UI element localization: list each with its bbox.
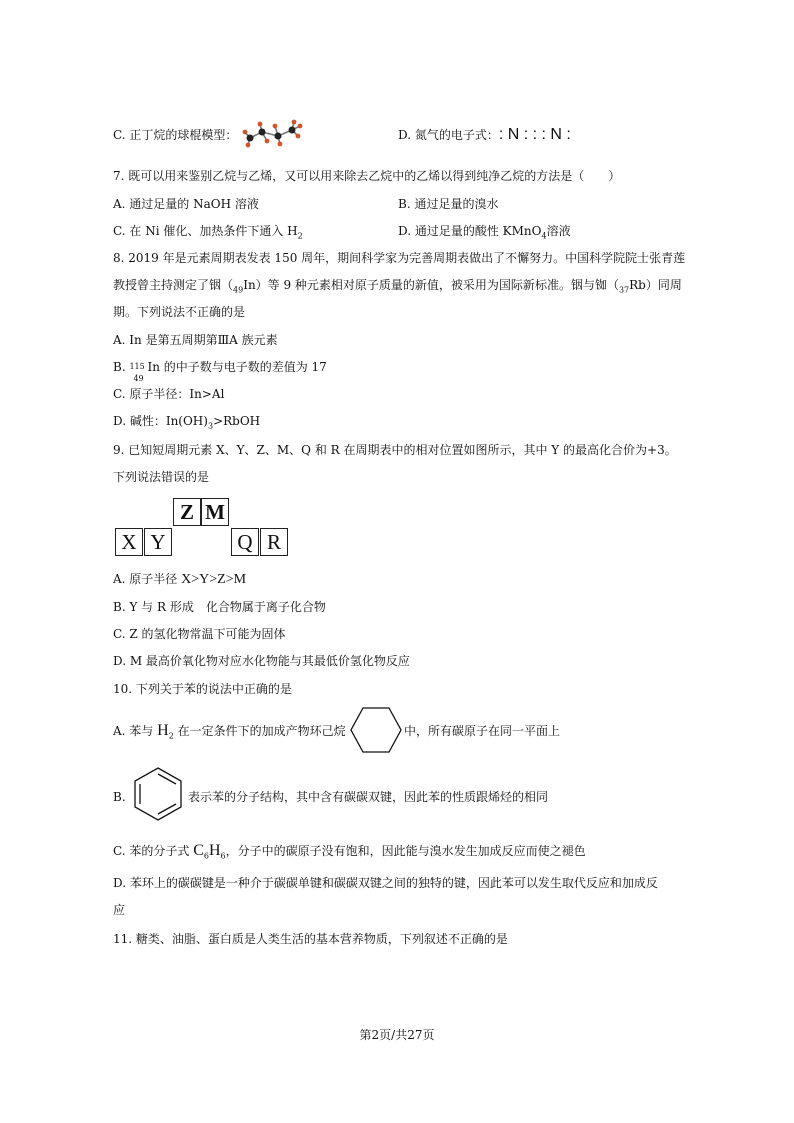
q8-option-d-subscript: 3	[207, 421, 214, 431]
cell-q: Q	[231, 528, 259, 556]
q10-option-c-hydrogen: H	[208, 842, 221, 859]
q8-line2-part3: Rb）同周	[629, 278, 682, 292]
q7-stem: 7. 既可以用来鉴别乙烷与乙烯，又可以用来除去乙烷中的乙烯以得到纯净乙烷的方法是（ ）	[113, 169, 621, 183]
q10-option-a-h: H	[157, 722, 169, 739]
q6-option-c	[113, 127, 237, 143]
q8-option-c: C. 原子半径：In>Al	[113, 387, 225, 401]
q8-option-d	[113, 413, 260, 429]
q8-line2-sub1: 49	[233, 285, 244, 295]
q9-option-a-prefix: A. 原子半径	[113, 572, 182, 586]
q9-option-d: D. M 最高价氧化物对应水化物能与其最低价氢化物反应	[113, 654, 410, 668]
q10-option-c-hydrogen-sub: 6	[220, 851, 226, 861]
q8-option-d-text: D. 碱性：In(OH)	[113, 414, 208, 428]
q10-option-c-carbon: C	[193, 842, 204, 859]
q9-stem-line2: 下列说法错误的是	[113, 470, 210, 484]
q6-option-d-text: D. 氮气的电子式：	[398, 128, 499, 142]
q8-option-b-text: In 的中子数与电子数的差值为 17	[147, 360, 327, 374]
q9-option-c: C. Z 的氢化物常温下可能为固体	[113, 627, 286, 641]
q7-option-d-subscript: 4	[541, 231, 547, 241]
q9-option-a-formula: X>Y>Z>M	[181, 572, 247, 587]
q10-option-a-suffix: 中，所有碳原子在同一平面上	[404, 724, 561, 738]
cell-m: M	[201, 498, 229, 526]
q7-option-a	[113, 196, 259, 212]
cell-z: Z	[173, 498, 201, 526]
q10-stem: 10. 下列关于苯的说法中正确的是	[113, 682, 292, 696]
q9-option-a	[113, 571, 246, 588]
q10-option-a-mid: 在一定条件下的加成产物环己烷	[173, 724, 346, 738]
q7-option-d	[398, 223, 571, 239]
q10-option-d-line1: D. 苯环上的碳碳键是一种介于碳碳单键和碳碳双键之间的独特的键，因此苯可以发生取代反应和加成反	[113, 876, 658, 890]
q10-option-a-prefix: A. 苯与	[113, 724, 158, 738]
cell-x: X	[115, 528, 143, 556]
q10-option-c	[113, 843, 586, 859]
nitrogen-electron-formula: : N : : : N :	[498, 126, 571, 143]
q7-option-a-suffix: 溶液	[231, 197, 259, 211]
q8-stem-line2	[113, 277, 682, 293]
q8-stem-line1: 8. 2019 年是元素周期表发表 150 周年，期间科学家为完善周期表做出了不懈努力。中国科学院院士张青莲	[113, 251, 686, 265]
q9-option-b: B. Y 与 R 形成 化合物属于离子化合物	[113, 600, 326, 614]
q8-option-a: A. In 是第五周期第ⅢA 族元素	[113, 333, 278, 347]
q10-option-c-carbon-sub: 6	[203, 851, 209, 861]
q10-option-d-line2: 应	[113, 903, 126, 917]
q10-option-a	[113, 723, 346, 739]
q6-option-d	[398, 127, 571, 143]
q8-option-b-prefix: B.	[113, 360, 130, 374]
q10-option-c-text: ，分子中的碳原子没有饱和，因此能与溴水发生加成反应而使之褪色	[225, 844, 586, 858]
butane-ball-stick-model	[242, 118, 304, 150]
q10-option-c-prefix: C. 苯的分子式	[113, 844, 194, 858]
page-number: 第2页/共27页	[359, 1028, 435, 1042]
q7-option-a-reagent: NaOH	[193, 197, 232, 211]
q8-line2-part2: In）等 9 种元素相对原子质量的新值，被采用为国际新标准。铟与铷（	[243, 278, 619, 292]
q8-line2-sub2: 37	[618, 285, 630, 295]
q6-option-c-text: C. 正丁烷的球棍模型：	[113, 128, 238, 142]
benzene-kekule-structure	[130, 766, 186, 822]
q8-stem-line3: 期。下列说法不正确的是	[113, 305, 246, 319]
q7-option-d-text: D. 通过足量的酸性 KMnO	[398, 224, 542, 238]
q7-option-c-subscript: 2	[297, 231, 303, 241]
q10-option-b-text: 表示苯的分子结构，其中含有碳碳双键，因此苯的性质跟烯烃的相同	[188, 790, 549, 804]
cell-r: R	[260, 528, 288, 556]
cyclohexane-structure	[349, 706, 403, 754]
cell-y: Y	[144, 528, 172, 556]
q8-line2-part1: 教授曾主持测定了铟（	[113, 278, 234, 292]
q10-option-a-h-sub: 2	[168, 731, 174, 741]
q8-option-b: B. 115 49 In 的中子数与电子数的差值为 17	[113, 360, 327, 383]
q9-stem-line1: 9. 已知短周期元素 X、Y、Z、M、Q 和 R 在周期表中的相对位置如图所示，其中 Y 的最高化合价为+3。	[113, 443, 677, 457]
periodic-table-fragment	[115, 498, 295, 558]
q7-option-d-suffix: 溶液	[546, 224, 571, 238]
q7-option-c-text: C. 在 Ni 催化、加热条件下通入 H	[113, 224, 298, 238]
q7-option-b: B. 通过足量的溴水	[398, 197, 499, 211]
q7-option-c	[113, 223, 303, 239]
q10-option-b-prefix: B.	[113, 790, 126, 804]
q7-option-a-prefix: A. 通过足量的	[113, 197, 194, 211]
q11-stem: 11. 糖类、油脂、蛋白质是人类生活的基本营养物质，下列叙述不正确的是	[113, 932, 508, 946]
q8-option-d-suffix: >RbOH	[213, 414, 261, 428]
